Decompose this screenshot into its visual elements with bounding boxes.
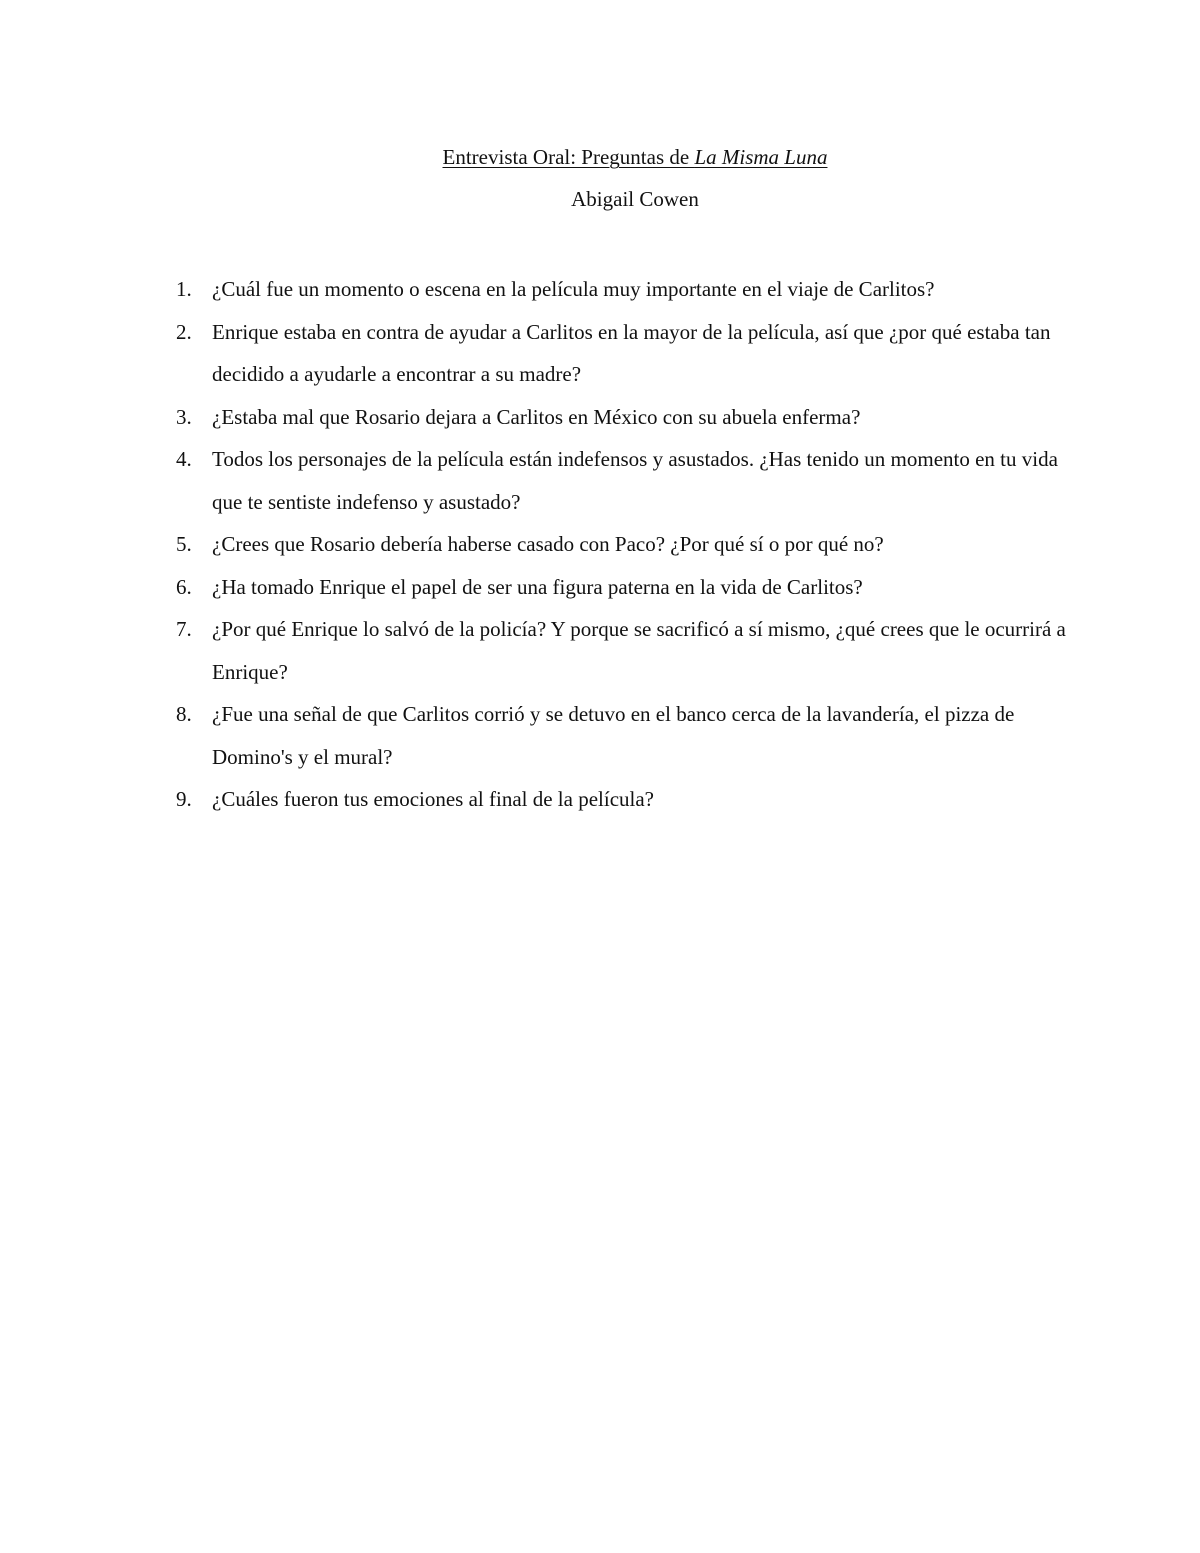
- document-title: [0, 142, 1200, 172]
- question-number: 7.: [176, 617, 192, 641]
- question-item: [170, 438, 1070, 523]
- question-text: ¿Por qué Enrique lo salvó de la policía? Y porque se sacrificó a sí mismo, ¿qué crees que le ocurrirá a Enrique?: [212, 617, 1066, 684]
- question-number: 1.: [176, 277, 192, 301]
- question-item: [170, 778, 1070, 821]
- question-list: [170, 268, 1070, 821]
- question-text: Todos los personajes de la película están indefensos y asustados. ¿Has tenido un momento en tu vida que te sentiste indefenso y asustado?: [212, 447, 1058, 514]
- question-text: ¿Fue una señal de que Carlitos corrió y se detuvo en el banco cerca de la lavandería, el pizza de Domino's y el mural?: [212, 702, 1015, 769]
- question-item: [170, 396, 1070, 439]
- question-number: 4.: [176, 447, 192, 471]
- question-item: [170, 608, 1070, 693]
- question-number: 2.: [176, 319, 192, 344]
- question-text: ¿Cuál fue un momento o escena en la película muy importante en el viaje de Carlitos?: [212, 277, 935, 301]
- question-number: 3.: [176, 404, 192, 429]
- question-number: 6.: [176, 574, 192, 599]
- question-text: ¿Crees que Rosario debería haberse casado con Paco? ¿Por qué sí o por qué no?: [212, 532, 884, 556]
- question-text: ¿Estaba mal que Rosario dejara a Carlitos en México con su abuela enferma?: [212, 404, 861, 429]
- author-name: Abigail Cowen: [571, 187, 699, 211]
- question-item: [170, 566, 1070, 609]
- question-item: [170, 268, 1070, 311]
- question-item: [170, 311, 1070, 396]
- question-number: 5.: [176, 532, 192, 556]
- title-main-text: Entrevista Oral: Preguntas de: [442, 145, 695, 169]
- question-text: Enrique estaba en contra de ayudar a Carlitos en la mayor de la película, así que ¿por qué estaba tan decidido a ayudarle a encontrar a su madre?: [212, 319, 1051, 386]
- question-text: ¿Ha tomado Enrique el papel de ser una figura paterna en la vida de Carlitos?: [212, 574, 863, 599]
- question-number: 9.: [176, 787, 192, 811]
- question-number: 8.: [176, 702, 192, 726]
- title-film-name: La Misma Luna: [694, 145, 828, 169]
- question-text: ¿Cuáles fueron tus emociones al final de la película?: [212, 787, 654, 811]
- question-item: [170, 693, 1070, 778]
- question-item: [170, 523, 1070, 566]
